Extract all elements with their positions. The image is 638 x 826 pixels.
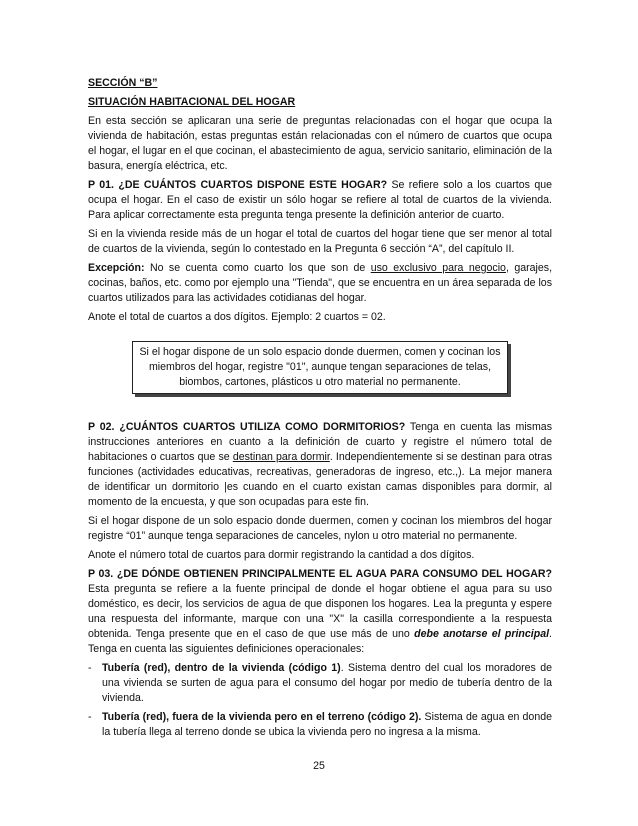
document-page [88, 76, 552, 744]
p01-text: Se refiere solo a los cuartos que ocupa el hogar. En el caso de existir un sólo hogar se refiere al total de cuartos de la vivienda. Para aplicar correctamente esta pregunta tenga presente la definición anterior de cuarto. [88, 179, 552, 221]
p03-bold-italic: debe anotarse el principal [414, 628, 550, 640]
p01-exception [88, 261, 552, 306]
bullet-dash: - [88, 711, 92, 723]
p02-paragraph-2: Si el hogar dispone de un solo espacio donde duermen, comen y cocinan los miembros del hogar registre “01” aunque tenga separaciones de canceles, nylon u otro material no permanente. [88, 515, 552, 542]
page-number: 25 [313, 760, 325, 772]
p01-title: P 01. ¿DE CUÁNTOS CUARTOS DISPONE ESTE HOGAR? [88, 179, 388, 191]
bullet-label: Tubería (red), fuera de la vivienda pero en el terreno (código 2). [102, 711, 422, 723]
intro-paragraph: En esta sección se aplicaran una serie de preguntas relacionadas con el hogar que ocupa la vivienda de habitación, estas preguntas están relacionadas con el número de cuartos que ocupa el hogar, el lugar en el que cocinan, el abastecimiento de agua, servicio sanitario, eliminación de la basura, energía eléctrica, etc. [88, 115, 552, 172]
note-box: Si el hogar dispone de un solo espacio donde duermen, comen y cocinan los miembros del hogar, registre "01", aunque tengan separaciones de telas, biombos, cartones, plásticos u otro material no permanente. [132, 341, 508, 394]
p03-text: Esta pregunta se refiere a la fuente principal de donde el hogar obtiene el agua para su uso doméstico, es decir, los servicios de agua de que disponen los hogares. Lea la pregunta y espere una respuesta del informante, marque con una "X" la casilla correspondiente a la respuesta obtenida. Tenga presente que en el caso de que use más de uno [88, 583, 552, 640]
p02-paragraph [88, 420, 552, 510]
exception-label: Excepción: [88, 262, 145, 274]
p03-text-end: . Tenga en cuenta las siguientes definiciones operacionales: [88, 628, 552, 655]
exception-text: No se cuenta como cuarto los que son de [144, 262, 371, 274]
p02-underline: destinan para dormir [232, 451, 330, 463]
p02-title: P 02. ¿CUÁNTOS CUARTOS UTILIZA COMO DORMITORIOS? [88, 421, 406, 433]
p01-annotate: Anote el total de cuartos a dos dígitos. Ejemplo: 2 cuartos = 02. [88, 311, 386, 323]
subsection-title: SITUACIÓN HABITACIONAL DEL HOGAR [88, 96, 296, 108]
exception-underline: uso exclusivo para negocio [370, 262, 506, 274]
bullet-text [102, 661, 552, 706]
p02-annotate: Anote el número total de cuartos para dormir registrando la cantidad a dos dígitos. [88, 549, 475, 561]
bullet-dash: - [88, 662, 92, 674]
p03-paragraph [88, 567, 552, 657]
bullet-body: . Sistema dentro del cual los moradores de una vivienda se surten de agua para el consumo del hogar por medio de tubería dentro de la vivienda. [102, 662, 553, 704]
p02-text: Tenga en cuenta las mismas instrucciones anteriores en cuanto a la definición de cuarto y registre el número total de habitaciones o cuartos que se [88, 421, 552, 463]
bullet-body: Sistema de agua en donde la tubería llega al terreno donde se ubica la vivienda pero no ingresa a la misma. [102, 711, 553, 738]
bullet-label: Tubería (red), dentro de la vivienda (código 1) [102, 662, 341, 674]
p01-paragraph [88, 178, 552, 223]
bullet-item [88, 661, 552, 706]
bullet-item [88, 710, 552, 740]
p02-text-end: . Independientemente si se destinan para otras funciones (actividades educativas, recreativas, generadoras de ingreso, etc.,). La mejor manera de identificar un dormitorio |es cuando en el cuarto existan camas disponibles para dormir, al momento de la encuesta, y que son ocupadas para este fin. [88, 451, 552, 508]
section-title: SECCIÓN “B” [88, 77, 158, 89]
bullet-text [102, 710, 552, 740]
exception-text-end: , garajes, cocinas, baños, etc. como por ejemplo una "Tienda", que se encuentra en un área separada de los cuartos utilizados para las actividades cotidianas del hogar. [88, 262, 553, 304]
p01-paragraph-2: Si en la vivienda reside más de un hogar el total de cuartos del hogar tiene que ser menor al total de cuartos de la vivienda, según lo contestado en la Pregunta 6 sección “A”, del capítulo II. [88, 228, 552, 255]
p03-title: P 03. ¿DE DÓNDE OBTIENEN PRINCIPALMENTE EL AGUA PARA CONSUMO DEL HOGAR? [88, 568, 552, 580]
